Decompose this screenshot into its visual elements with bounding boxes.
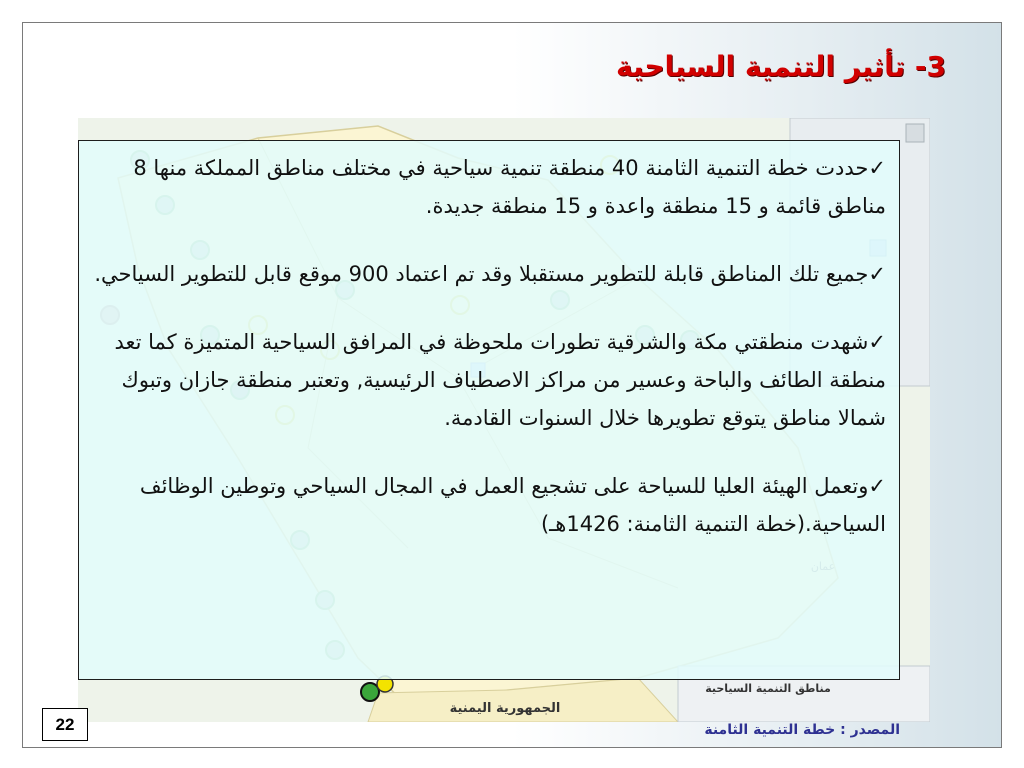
slide-number: 22 <box>42 708 88 741</box>
map-legend-tourism-zones: مناطق التنمية السياحية <box>705 682 831 695</box>
source-caption: المصدر : خطة التنمية الثامنة <box>704 722 900 738</box>
bullet-paragraph: ✓وتعمل الهيئة العليا للسياحة على تشجيع العمل في المجال السياحي وتوطين الوظائف السياحية.(خطة التنمية الثامنة: 1426هـ) <box>139 474 886 536</box>
map-label-yemen: الجمهورية اليمنية <box>449 701 561 716</box>
bullet-paragraph: ✓شهدت منطقتي مكة والشرقية تطورات ملحوظة في المرافق السياحية المتميزة كما تعد منطقة الطائف والباحة وعسير من مراكز الاصطياف الرئيسية, وتعتبر منطقة جازان وتبوك شمالا مناطق يتوقع تطويرها خلال السنوات القادمة. <box>114 330 886 430</box>
slide-title: 3- تأثير التنمية السياحية <box>615 50 946 83</box>
bullet-paragraph: ✓جميع تلك المناطق قابلة للتطوير مستقبلا وقد تم اعتماد 900 موقع قابل للتطوير السياحي. <box>94 262 886 286</box>
bullet-paragraph: ✓حددت خطة التنمية الثامنة 40 منطقة تنمية سياحية في مختلف مناطق المملكة منها 8 مناطق قائمة و 15 منطقة واعدة و 15 منطقة جديدة. <box>133 156 886 218</box>
legend-scroll-icon <box>906 124 924 142</box>
map-marker-green <box>361 683 379 701</box>
content-textbox <box>78 140 900 680</box>
